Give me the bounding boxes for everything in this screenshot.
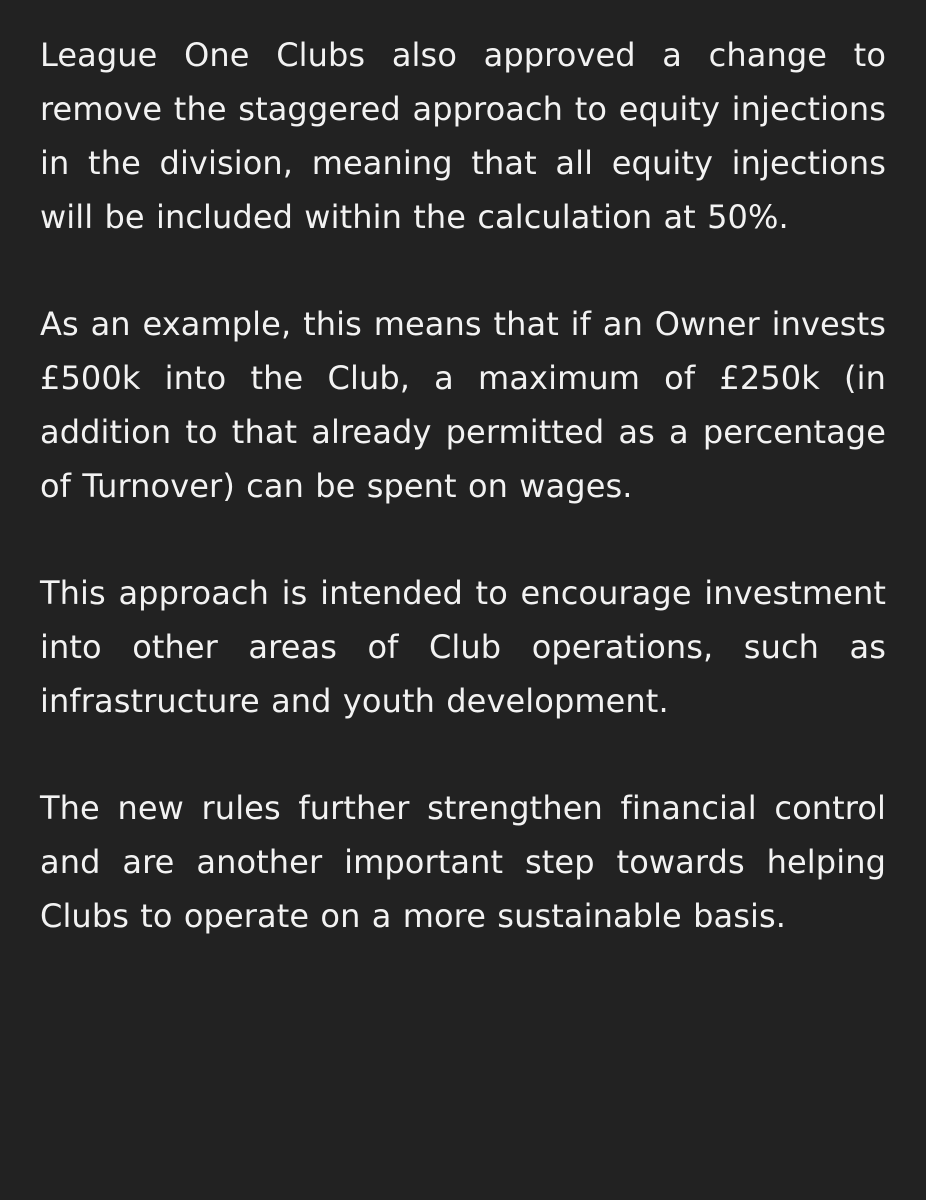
paragraph-equity-injections: League One Clubs also approved a change to remove the staggered approach to equity injections in the division, meaning that all equity injections will be included within the calculation at 50%. [40, 36, 886, 236]
paragraph-investment-intent: This approach is intended to encourage investment into other areas of Club operations, such as infrastructure and youth development. [40, 574, 886, 720]
paragraph-new-rules: The new rules further strengthen financial control and are another important step towards helping Clubs to operate on a more sustainable basis. [40, 789, 886, 935]
paragraph-example: As an example, this means that if an Owner invests £500k into the Club, a maximum of £250k (in addition to that already permitted as a percentage of Turnover) can be spent on wages. [40, 305, 886, 505]
